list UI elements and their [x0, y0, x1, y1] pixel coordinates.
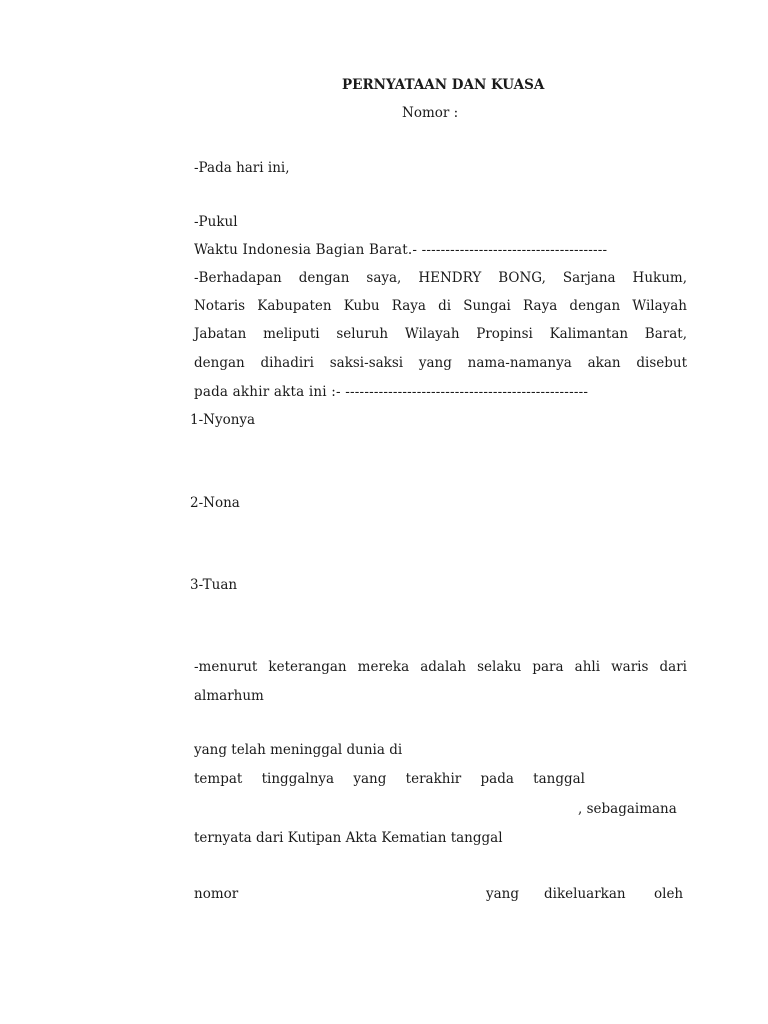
party-item-2: 2-Nona [190, 495, 240, 511]
issued-line-yang: yang [486, 886, 520, 902]
appearance-line-4: dengan dihadiri saksi-saksi yang nama-namanya akan disebut [194, 355, 687, 371]
document-number-label: Nomor : [402, 105, 459, 121]
certificate-line: ternyata dari Kutipan Akta Kematian tanggal [194, 830, 503, 846]
timezone-line: Waktu Indonesia Bagian Barat.- --------------------------------------- [194, 242, 608, 258]
issued-line-dikeluarkan: dikeluarkan [544, 886, 626, 902]
appearance-line-5: pada akhir akta ini :- --------------------------------------------------- [194, 384, 589, 400]
appearance-line-1: -Berhadapan dengan saya, HENDRY BONG, Sarjana Hukum, [194, 270, 687, 286]
issued-line-oleh: oleh [654, 886, 684, 902]
time-line: -Pukul [194, 214, 238, 230]
party-item-1: 1-Nyonya [190, 412, 256, 428]
residence-line: tempat tinggalnya yang terakhir pada tanggal [194, 771, 585, 787]
deceased-line: yang telah meninggal dunia di [194, 742, 403, 758]
heirs-line-1: -menurut keterangan mereka adalah selaku para ahli waris dari [194, 659, 687, 675]
appearance-line-3: Jabatan meliputi seluruh Wilayah Propinsi Kalimantan Barat, [194, 326, 687, 342]
document-title: PERNYATAAN DAN KUASA [342, 77, 545, 93]
party-item-3: 3-Tuan [190, 577, 238, 593]
as-line: , sebagaimana [578, 801, 677, 817]
issued-line-nomor: nomor [194, 886, 239, 902]
heirs-line-2: almarhum [194, 688, 264, 704]
appearance-line-2: Notaris Kabupaten Kubu Raya di Sungai Raya dengan Wilayah [194, 298, 687, 314]
day-line: -Pada hari ini, [194, 160, 290, 176]
